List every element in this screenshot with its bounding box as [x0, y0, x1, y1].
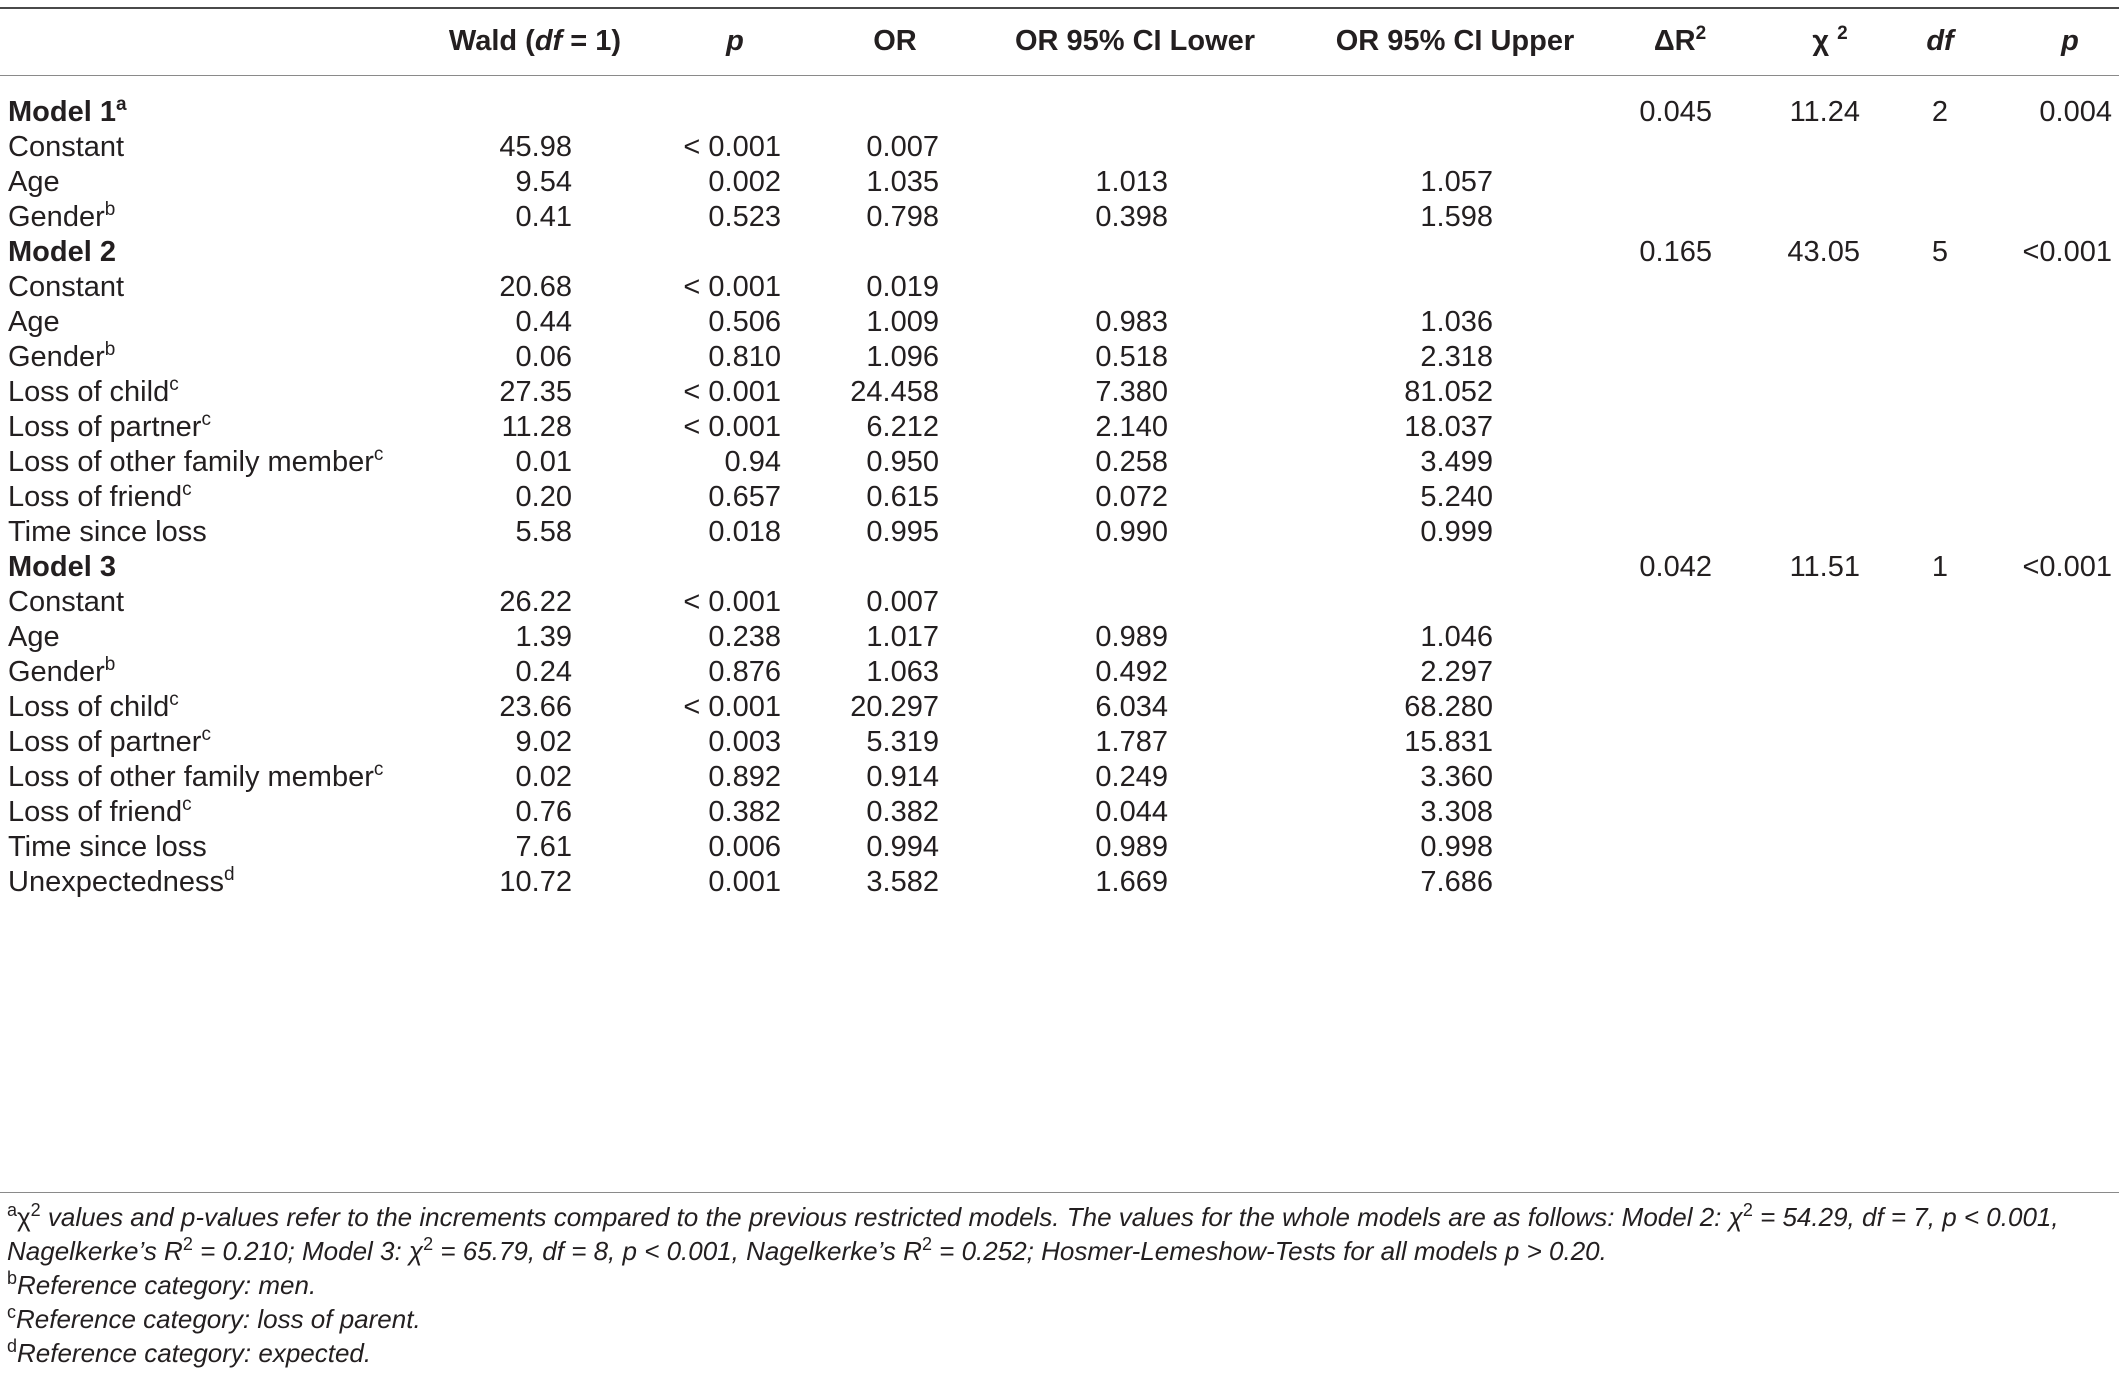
cell-or: 6.212	[866, 411, 939, 443]
header-ci-upper: OR 95% CI Upper	[1335, 25, 1575, 57]
cell-or: 1.017	[866, 621, 939, 653]
cell-p: 0.238	[708, 621, 781, 653]
cell-ci-lower: 1.013	[1095, 166, 1168, 198]
table-row	[0, 859, 2119, 906]
cell-df: 5	[1931, 236, 1949, 268]
cell-p-model: <0.001	[2022, 236, 2112, 268]
cell-or: 0.995	[866, 516, 939, 548]
cell-or: 1.096	[866, 341, 939, 373]
row-label: Loss of friend$^c$	[8, 479, 192, 513]
cell-ci-upper: 0.999	[1420, 516, 1493, 548]
cell-wald: 7.61	[515, 831, 572, 863]
cell-ci-lower: 0.044	[1095, 796, 1168, 828]
cell-delta-r2: 0.042	[1639, 551, 1712, 583]
header-p: p	[726, 25, 744, 57]
cell-p: < 0.001	[683, 131, 781, 163]
header-chi2: χ $^2$	[1812, 23, 1848, 57]
cell-ci-upper: 81.052	[1404, 376, 1493, 408]
cell-ci-upper: 0.998	[1420, 831, 1493, 863]
cell-ci-lower: 0.249	[1095, 761, 1168, 793]
cell-ci-upper: 5.240	[1420, 481, 1493, 513]
cell-ci-lower: 0.072	[1095, 481, 1168, 513]
row-label: Constant	[8, 131, 125, 163]
row-label: Gender$^b$	[8, 199, 116, 233]
row-label: Loss of child$^c$	[8, 689, 179, 723]
cell-p: < 0.001	[683, 586, 781, 618]
cell-ci-lower: 0.518	[1095, 341, 1168, 373]
cell-or: 0.382	[866, 796, 939, 828]
cell-delta-r2: 0.165	[1639, 236, 1712, 268]
cell-df: 2	[1931, 96, 1949, 128]
cell-ci-upper: 1.046	[1420, 621, 1493, 653]
cell-p: 0.018	[708, 516, 781, 548]
cell-ci-lower: 7.380	[1095, 376, 1168, 408]
cell-p: < 0.001	[683, 411, 781, 443]
cell-wald: 0.76	[515, 796, 572, 828]
cell-p-model: <0.001	[2022, 551, 2112, 583]
row-label: Age	[8, 166, 60, 198]
cell-p: < 0.001	[683, 271, 781, 303]
cell-p: 0.892	[708, 761, 781, 793]
row-label: Gender$^b$	[8, 339, 116, 373]
cell-wald: 9.02	[515, 726, 572, 758]
header-or: OR	[873, 25, 917, 57]
footnote-c: $^c$Reference category: loss of parent.	[7, 1302, 421, 1334]
cell-ci-lower: 1.787	[1095, 726, 1168, 758]
cell-wald: 10.72	[499, 866, 572, 898]
row-label: Loss of child$^c$	[8, 374, 179, 408]
row-label: Model 3	[8, 551, 116, 583]
cell-ci-upper: 68.280	[1404, 691, 1493, 723]
cell-or: 1.009	[866, 306, 939, 338]
cell-ci-lower: 2.140	[1095, 411, 1168, 443]
cell-or: 0.007	[866, 131, 939, 163]
cell-or: 0.019	[866, 271, 939, 303]
cell-ci-upper: 1.036	[1420, 306, 1493, 338]
cell-chi2: 11.24	[1789, 96, 1860, 128]
row-label: Age	[8, 621, 60, 653]
cell-ci-upper: 2.297	[1420, 656, 1493, 688]
table-header-rule	[0, 75, 2119, 76]
row-label: Unexpectedness$^d$	[8, 864, 235, 898]
cell-p: < 0.001	[683, 376, 781, 408]
cell-wald: 0.44	[515, 306, 572, 338]
cell-p: 0.006	[708, 831, 781, 863]
cell-or: 0.007	[866, 586, 939, 618]
cell-wald: 11.28	[501, 411, 572, 443]
cell-wald: 23.66	[499, 691, 572, 723]
header-delta-r2: $\Delta R^2$	[1653, 23, 1707, 57]
row-label: Time since loss	[8, 831, 207, 863]
cell-ci-lower: 0.990	[1095, 516, 1168, 548]
cell-ci-lower: 0.989	[1095, 621, 1168, 653]
cell-ci-upper: 3.360	[1420, 761, 1493, 793]
cell-wald: 20.68	[499, 271, 572, 303]
row-label: Time since loss	[8, 516, 207, 548]
footnote-a: $^a\chi^2$ values and p-values refer to the increments compared to the previous restricted models. The values for the whole models are as follows: Model 2: $\chi^2 = 54.29$, df = 7, p < 0.001, Nagelkerke’s $R^2 = 0.210$; Model 3: $\chi^2 = 65.79$, df = 8, p < 0.001, Nagelkerke’s $R^2 = 0.252$; Hosmer-Lemeshow-Tests for all models p > 0.20.	[7, 1200, 2059, 1266]
footnote-d: $^d$Reference category: expected.	[7, 1336, 372, 1368]
cell-df: 1	[1931, 551, 1949, 583]
row-label: Model 2	[8, 236, 116, 268]
cell-ci-upper: 3.499	[1420, 446, 1493, 478]
cell-p: 0.523	[708, 201, 781, 233]
cell-ci-lower: 0.398	[1095, 201, 1168, 233]
cell-delta-r2: 0.045	[1639, 96, 1712, 128]
cell-p-model: 0.004	[2039, 96, 2112, 128]
cell-wald: 9.54	[515, 166, 572, 198]
cell-or: 0.798	[866, 201, 939, 233]
cell-or: 0.914	[866, 761, 939, 793]
cell-or: 1.063	[866, 656, 939, 688]
table-footnotes	[7, 1200, 2112, 1370]
cell-wald: 26.22	[499, 586, 572, 618]
cell-p: 0.003	[708, 726, 781, 758]
row-label: Constant	[8, 586, 125, 618]
table-top-rule	[0, 7, 2119, 9]
row-label: Loss of partner$^c$	[8, 724, 211, 758]
row-label: Constant	[8, 271, 125, 303]
cell-chi2: 11.51	[1789, 551, 1860, 583]
cell-p: 0.876	[708, 656, 781, 688]
cell-or: 0.950	[866, 446, 939, 478]
row-label: Loss of partner$^c$	[8, 409, 211, 443]
header-wald: Wald (df = 1)	[448, 25, 622, 57]
row-label: Gender$^b$	[8, 654, 116, 688]
cell-or: 1.035	[866, 166, 939, 198]
cell-ci-upper: 1.598	[1420, 201, 1493, 233]
cell-wald: 45.98	[499, 131, 572, 163]
cell-p: 0.657	[708, 481, 781, 513]
row-label: Loss of other family member$^c$	[8, 444, 384, 478]
row-label: Age	[8, 306, 60, 338]
cell-p: 0.810	[708, 341, 781, 373]
cell-ci-upper: 7.686	[1420, 866, 1493, 898]
cell-or: 5.319	[866, 726, 939, 758]
header-df: df	[1926, 25, 1954, 57]
cell-wald: 0.41	[515, 201, 572, 233]
cell-wald: 0.02	[515, 761, 572, 793]
cell-wald: 1.39	[515, 621, 572, 653]
cell-or: 24.458	[850, 376, 939, 408]
row-label: Loss of friend$^c$	[8, 794, 192, 828]
row-label: Loss of other family member$^c$	[8, 759, 384, 793]
cell-wald: 0.06	[515, 341, 572, 373]
header-ci-lower: OR 95% CI Lower	[1014, 25, 1256, 57]
cell-p: 0.002	[708, 166, 781, 198]
cell-p: 0.94	[724, 446, 781, 478]
cell-wald: 5.58	[515, 516, 572, 548]
cell-ci-lower: 6.034	[1095, 691, 1168, 723]
cell-ci-upper: 15.831	[1404, 726, 1493, 758]
cell-ci-lower: 0.258	[1095, 446, 1168, 478]
cell-chi2: 43.05	[1787, 236, 1860, 268]
cell-ci-upper: 3.308	[1420, 796, 1493, 828]
cell-ci-lower: 0.492	[1095, 656, 1168, 688]
cell-or: 0.994	[866, 831, 939, 863]
header-p-model: p	[2061, 25, 2079, 57]
row-label: Model 1$^a$	[8, 94, 127, 128]
cell-ci-lower: 1.669	[1095, 866, 1168, 898]
cell-ci-upper: 2.318	[1420, 341, 1493, 373]
cell-p: 0.382	[708, 796, 781, 828]
cell-or: 3.582	[866, 866, 939, 898]
cell-wald: 0.01	[515, 446, 572, 478]
cell-ci-upper: 1.057	[1420, 166, 1493, 198]
cell-ci-lower: 0.989	[1095, 831, 1168, 863]
cell-p: 0.001	[708, 866, 781, 898]
table-header-row	[0, 18, 2119, 65]
cell-wald: 27.35	[499, 376, 572, 408]
cell-p: < 0.001	[683, 691, 781, 723]
footnote-b: $^b$Reference category: men.	[7, 1268, 317, 1300]
cell-p: 0.506	[708, 306, 781, 338]
cell-wald: 0.20	[515, 481, 572, 513]
cell-ci-lower: 0.983	[1095, 306, 1168, 338]
cell-or: 0.615	[866, 481, 939, 513]
cell-ci-upper: 18.037	[1404, 411, 1493, 443]
cell-wald: 0.24	[515, 656, 572, 688]
cell-or: 20.297	[850, 691, 939, 723]
table-bottom-rule	[0, 1192, 2119, 1193]
